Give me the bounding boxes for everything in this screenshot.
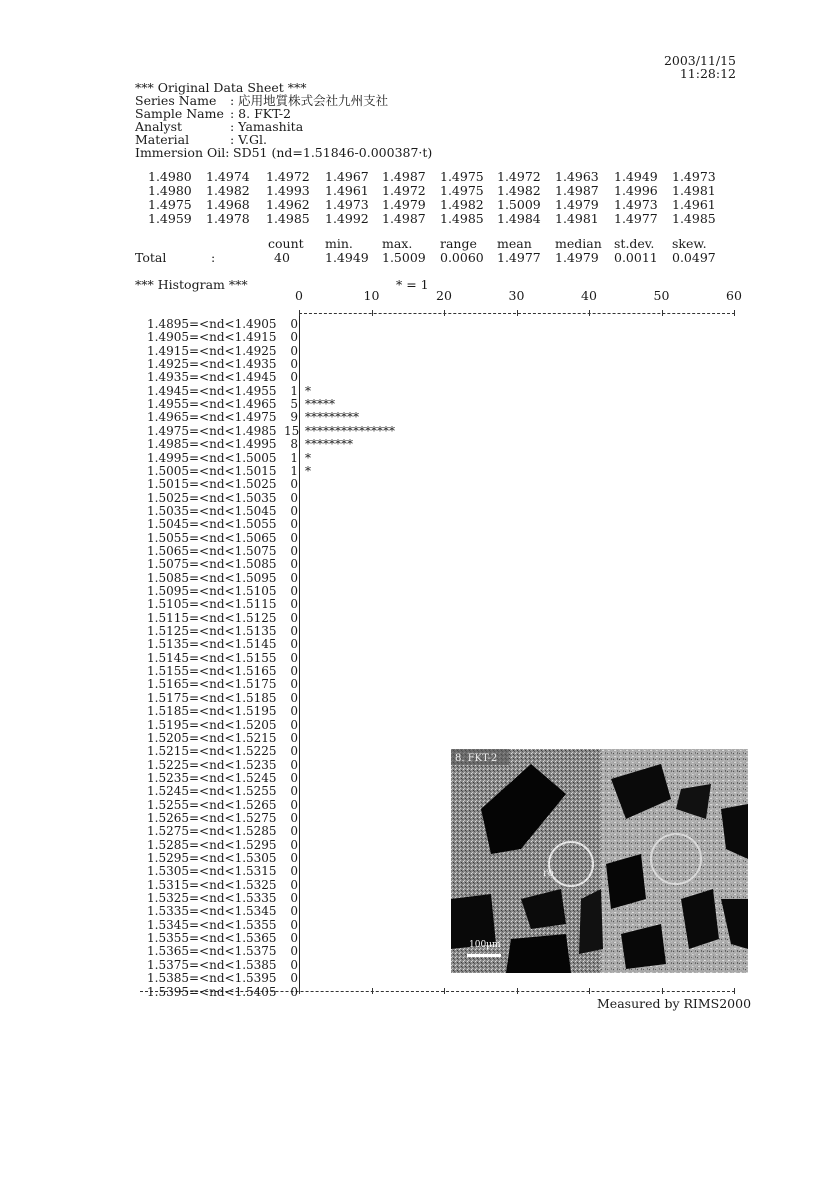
bin-count: 0 (290, 758, 298, 772)
bin-count: 0 (290, 611, 298, 625)
data-cell: 1.4987 (555, 183, 599, 198)
bin-count: 0 (290, 878, 298, 892)
bin-bar: ***** (305, 397, 335, 411)
data-cell: 1.4961 (672, 197, 716, 212)
stats-value: 1.5009 (382, 250, 426, 265)
data-cell: 1.4996 (614, 183, 658, 198)
stats-value: 0.0060 (440, 250, 484, 265)
stats-header: skew. (672, 236, 707, 251)
axis-tick-mark (372, 310, 373, 316)
bin-label: 1.5195=<nd<1.5205 (147, 718, 277, 732)
data-cell: 1.4975 (440, 169, 484, 184)
bin-label: 1.4905=<nd<1.4915 (147, 330, 277, 344)
axis-tick-label: 20 (436, 288, 452, 303)
bin-count: 0 (290, 718, 298, 732)
bin-count: 0 (290, 971, 298, 985)
axis-tick-mark (662, 988, 663, 994)
bin-label: 1.5205=<nd<1.5215 (147, 731, 277, 745)
bin-label: 1.5105=<nd<1.5115 (147, 597, 277, 611)
bin-count: 0 (290, 918, 298, 932)
field-value: : Yamashita (230, 119, 304, 134)
bin-count: 0 (290, 344, 298, 358)
bin-label: 1.5375=<nd<1.5385 (147, 958, 277, 972)
histogram-axis-line (299, 313, 300, 988)
bin-count: 5 (290, 397, 298, 411)
bin-label: 1.5335=<nd<1.5345 (147, 904, 277, 918)
bin-count: 0 (290, 731, 298, 745)
data-cell: 1.5009 (497, 197, 541, 212)
data-cell: 1.4959 (148, 211, 192, 226)
data-cell: 1.4985 (266, 211, 310, 226)
axis-tick-mark (444, 988, 445, 994)
axis-tick-mark (589, 988, 590, 994)
bin-label: 1.5325=<nd<1.5335 (147, 891, 277, 905)
field-label: Material (135, 132, 190, 147)
data-cell: 1.4968 (206, 197, 250, 212)
bin-count: 0 (290, 838, 298, 852)
bin-label: 1.5005=<nd<1.5015 (147, 464, 277, 478)
bin-count: 0 (290, 477, 298, 491)
bin-label: 1.4925=<nd<1.4935 (147, 357, 277, 371)
field-value: : 応用地質株式会社九州支社 (230, 93, 389, 108)
bin-count: 0 (290, 904, 298, 918)
bin-label: 1.5115=<nd<1.5125 (147, 611, 277, 625)
bin-label: 1.5225=<nd<1.5235 (147, 758, 277, 772)
data-cell: 1.4981 (555, 211, 599, 226)
bin-label: 1.4965=<nd<1.4975 (147, 410, 277, 424)
stats-header: st.dev. (614, 236, 655, 251)
bin-label: 1.5015=<nd<1.5025 (147, 477, 277, 491)
data-cell: 1.4973 (672, 169, 716, 184)
data-cell: 1.4972 (266, 169, 310, 184)
bin-label: 1.4955=<nd<1.4965 (147, 397, 277, 411)
histogram-scale-note: * = 1 (396, 277, 429, 292)
bin-count: 1 (290, 451, 298, 465)
bin-label: 1.5245=<nd<1.5255 (147, 784, 277, 798)
stats-header: median (555, 236, 602, 251)
data-cell: 1.4962 (266, 197, 310, 212)
data-cell: 1.4982 (206, 183, 250, 198)
bin-count: 0 (290, 851, 298, 865)
bin-label: 1.5265=<nd<1.5275 (147, 811, 277, 825)
bin-count: 0 (290, 357, 298, 371)
bin-label: 1.5095=<nd<1.5105 (147, 584, 277, 598)
data-cell: 1.4992 (325, 211, 369, 226)
bin-count: 0 (290, 624, 298, 638)
field-label: Analyst (135, 119, 183, 134)
axis-tick-label: 30 (508, 288, 525, 303)
axis-tick-mark (734, 988, 735, 994)
axis-tick-label: 50 (653, 288, 670, 303)
bin-label: 1.5075=<nd<1.5085 (147, 557, 277, 571)
bin-count: 0 (290, 664, 298, 678)
histogram-title: *** Histogram *** (135, 277, 248, 292)
axis-tick-mark (444, 310, 445, 316)
axis-tick-label: 0 (295, 288, 303, 303)
micrograph-scale-label: 100μm (469, 940, 501, 950)
bin-count: 0 (290, 985, 298, 999)
bin-label: 1.4995=<nd<1.5005 (147, 451, 277, 465)
axis-tick-mark (517, 988, 518, 994)
bin-count: 0 (290, 784, 298, 798)
stats-header: mean (497, 236, 532, 251)
micrograph-sample-label: 8. FKT-2 (455, 753, 498, 764)
bin-count: 0 (290, 891, 298, 905)
data-cell: 1.4981 (672, 183, 716, 198)
bin-label: 1.5155=<nd<1.5165 (147, 664, 277, 678)
report-time: 11:28:12 (679, 66, 736, 81)
data-cell: 1.4974 (206, 169, 250, 184)
data-cell: 1.4982 (497, 183, 541, 198)
bin-count: 0 (290, 584, 298, 598)
bin-count: 0 (290, 491, 298, 505)
data-cell: 1.4972 (382, 183, 426, 198)
bin-count: 0 (290, 744, 298, 758)
axis-tick-mark (517, 310, 518, 316)
bin-count: 15 (284, 424, 300, 438)
bin-label: 1.5395=<nd<1.5405 (147, 985, 277, 999)
stats-header: range (440, 236, 477, 251)
bin-label: 1.5315=<nd<1.5325 (147, 878, 277, 892)
bin-label: 1.5135=<nd<1.5145 (147, 637, 277, 651)
bin-bar: *************** (305, 424, 395, 438)
bin-label: 1.5215=<nd<1.5225 (147, 744, 277, 758)
bin-label: 1.5385=<nd<1.5395 (147, 971, 277, 985)
data-cell: 1.4963 (555, 169, 599, 184)
data-cell: 1.4979 (555, 197, 599, 212)
bin-count: 0 (290, 798, 298, 812)
stats-row-label: Total (135, 250, 167, 265)
bin-count: 0 (290, 864, 298, 878)
bin-bar: * (305, 451, 311, 465)
bin-label: 1.4975=<nd<1.4985 (147, 424, 277, 438)
bin-label: 1.5055=<nd<1.5065 (147, 531, 277, 545)
axis-tick-mark (662, 310, 663, 316)
axis-tick-label: 10 (363, 288, 380, 303)
bin-count: 9 (290, 410, 298, 424)
bin-count: 0 (290, 677, 298, 691)
bin-label: 1.5125=<nd<1.5135 (147, 624, 277, 638)
field-label: Series Name (135, 93, 217, 108)
bin-label: 1.5175=<nd<1.5185 (147, 691, 277, 705)
bin-count: 0 (290, 317, 298, 331)
bin-label: 1.5285=<nd<1.5295 (147, 838, 277, 852)
field-label: Sample Name (135, 106, 224, 121)
bin-bar: ******** (305, 437, 353, 451)
bin-label: 1.5085=<nd<1.5095 (147, 571, 277, 585)
data-cell: 1.4949 (614, 169, 658, 184)
bin-label: 1.5365=<nd<1.5375 (147, 944, 277, 958)
stats-header: min. (325, 236, 353, 251)
stats-value: 0.0497 (672, 250, 716, 265)
bin-count: 0 (290, 544, 298, 558)
bin-count: 0 (290, 571, 298, 585)
axis-tick-mark (734, 310, 735, 316)
bin-label: 1.5035=<nd<1.5045 (147, 504, 277, 518)
data-cell: 1.4961 (325, 183, 369, 198)
bin-label: 1.4895=<nd<1.4905 (147, 317, 277, 331)
bin-count: 0 (290, 931, 298, 945)
bin-label: 1.5355=<nd<1.5365 (147, 931, 277, 945)
bin-count: 0 (290, 691, 298, 705)
report-date: 2003/11/15 (663, 53, 736, 68)
stats-value: 1.4977 (497, 250, 541, 265)
bin-bar: * (305, 384, 311, 398)
stats-header: count (268, 236, 304, 251)
axis-tick-mark (372, 988, 373, 994)
bin-count: 0 (290, 958, 298, 972)
bin-count: 0 (290, 944, 298, 958)
bin-label: 1.5305=<nd<1.5315 (147, 864, 277, 878)
data-cell: 1.4978 (206, 211, 250, 226)
bin-label: 1.5065=<nd<1.5075 (147, 544, 277, 558)
bin-count: 0 (290, 517, 298, 531)
data-cell: 1.4975 (148, 197, 192, 212)
data-cell: 1.4985 (672, 211, 716, 226)
data-cell: 1.4977 (614, 211, 658, 226)
sheet-title: *** Original Data Sheet *** (135, 80, 307, 95)
data-cell: 1.4979 (382, 197, 426, 212)
data-cell: 1.4973 (325, 197, 369, 212)
bin-label: 1.5165=<nd<1.5175 (147, 677, 277, 691)
bin-count: 0 (290, 704, 298, 718)
bin-label: 1.4915=<nd<1.4925 (147, 344, 277, 358)
bin-count: 0 (290, 597, 298, 611)
data-cell: 1.4987 (382, 211, 426, 226)
bin-count: 0 (290, 651, 298, 665)
bin-count: 8 (290, 437, 298, 451)
field-label: Immersion Oil: (135, 145, 230, 160)
axis-tick-label: 60 (726, 288, 742, 303)
bin-count: 0 (290, 370, 298, 384)
bin-count: 0 (290, 504, 298, 518)
bin-bar: * (305, 464, 311, 478)
micrograph-grain-label: ro (543, 868, 554, 879)
bin-count: 0 (290, 771, 298, 785)
field-value: : V.Gl. (230, 132, 267, 147)
bin-label: 1.5275=<nd<1.5285 (147, 824, 277, 838)
bin-label: 1.5145=<nd<1.5155 (147, 651, 277, 665)
bin-label: 1.5255=<nd<1.5265 (147, 798, 277, 812)
bin-label: 1.4945=<nd<1.4955 (147, 384, 277, 398)
measured-by: Measured by RIMS2000 (597, 996, 752, 1011)
data-cell: 1.4985 (440, 211, 484, 226)
data-cell: 1.4972 (497, 169, 541, 184)
bin-label: 1.4935=<nd<1.4945 (147, 370, 277, 384)
data-cell: 1.4980 (148, 183, 192, 198)
stats-value: 1.4949 (325, 250, 369, 265)
data-cell: 1.4975 (440, 183, 484, 198)
data-cell: 1.4967 (325, 169, 369, 184)
axis-tick-label: 40 (581, 288, 597, 303)
stats-colon: : (211, 250, 216, 265)
stats-header: max. (382, 236, 413, 251)
bin-label: 1.5345=<nd<1.5355 (147, 918, 277, 932)
data-cell: 1.4987 (382, 169, 426, 184)
bin-count: 0 (290, 811, 298, 825)
field-value: : 8. FKT-2 (230, 106, 291, 121)
bin-count: 0 (290, 531, 298, 545)
bin-label: 1.5025=<nd<1.5035 (147, 491, 277, 505)
stats-value: 1.4979 (555, 250, 599, 265)
bin-bar: ********* (305, 410, 359, 424)
bin-label: 1.5045=<nd<1.5055 (147, 517, 277, 531)
data-cell: 1.4982 (440, 197, 484, 212)
axis-tick-mark (299, 988, 300, 994)
bin-label: 1.5295=<nd<1.5305 (147, 851, 277, 865)
bin-count: 0 (290, 637, 298, 651)
sem-micrograph (451, 749, 748, 973)
bin-count: 0 (290, 824, 298, 838)
field-value: SD51 (nd=1.51846-0.000387·t) (233, 145, 433, 160)
axis-tick-mark (299, 310, 300, 316)
data-cell: 1.4984 (497, 211, 541, 226)
data-cell: 1.4980 (148, 169, 192, 184)
bin-count: 1 (290, 464, 298, 478)
bin-label: 1.5185=<nd<1.5195 (147, 704, 277, 718)
data-cell: 1.4973 (614, 197, 658, 212)
axis-tick-mark (589, 310, 590, 316)
bin-count: 1 (290, 384, 298, 398)
bin-label: 1.4985=<nd<1.4995 (147, 437, 277, 451)
stats-value: 40 (274, 250, 290, 265)
bin-count: 0 (290, 557, 298, 571)
data-cell: 1.4993 (266, 183, 310, 198)
bin-count: 0 (290, 330, 298, 344)
stats-value: 0.0011 (614, 250, 658, 265)
bin-label: 1.5235=<nd<1.5245 (147, 771, 277, 785)
